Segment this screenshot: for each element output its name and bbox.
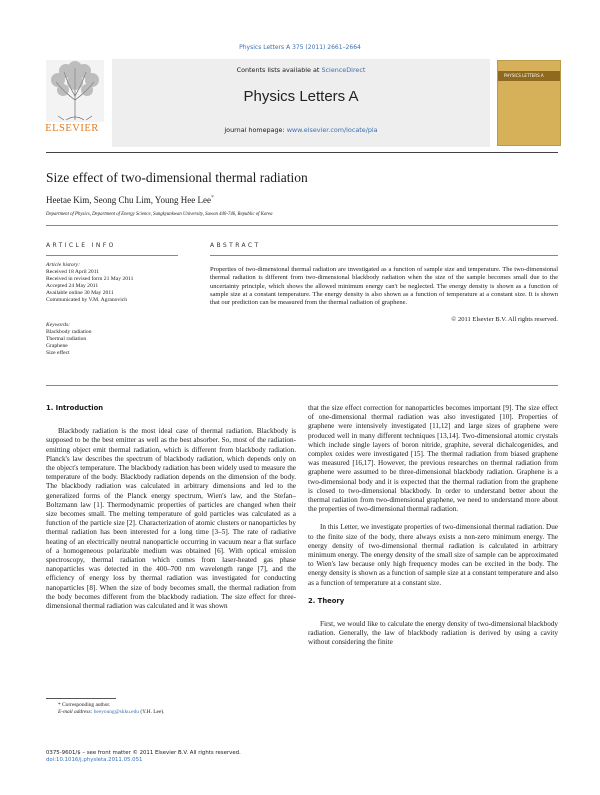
section-heading-theory: 2. Theory <box>308 596 345 605</box>
email-label: E-mail address: <box>58 709 94 716</box>
meta-rule <box>46 225 558 226</box>
keyword: Thermal radiation <box>46 336 87 342</box>
keyword: Graphene <box>46 343 68 349</box>
keyword: Size effect <box>46 350 70 356</box>
homepage-link[interactable]: www.elsevier.com/locate/pla <box>286 126 378 134</box>
article-history <box>46 262 186 304</box>
abstract-copyright: © 2011 Elsevier B.V. All rights reserved. <box>451 316 558 323</box>
keyword: Blackbody radiation <box>46 329 92 335</box>
front-matter-rule <box>46 385 558 386</box>
corresponding-author-mark[interactable]: * <box>210 195 214 201</box>
cover-label: PHYSICS LETTERS A <box>504 73 544 78</box>
journal-reference[interactable]: Physics Letters A 375 (2011) 2661–2664 <box>239 44 361 51</box>
journal-homepage <box>112 126 490 134</box>
sciencedirect-link[interactable]: ScienceDirect <box>321 66 366 74</box>
right-column <box>308 404 558 648</box>
journal-title: Physics Letters A <box>243 88 359 105</box>
doi-link[interactable]: doi:10.1016/j.physleta.2011.05.051 <box>46 757 143 764</box>
paragraph: In this Letter, we investigate properties of two-dimensional thermal radiation. Due to the finite size of the body, there always exists a non-zero minimum energy. The energy density of two-dimensional thermal radiation is calculated in arbitrary minimum energy. The energy density of the small size of sample can be approximated to Wien's law because only high frequency modes can be excited in the body. The energy density is shown as a function of sample size at a constant temperature and also as a function of temperature at a constant size. <box>308 523 558 587</box>
article-info-heading: ARTICLE INFO <box>46 242 116 249</box>
issn-line: 0375-9601/$ – see front matter © 2011 Elsevier B.V. All rights reserved. <box>46 750 241 756</box>
abstract-heading: ABSTRACT <box>210 242 261 249</box>
keywords <box>46 322 186 357</box>
contents-prefix: Contents lists available at <box>236 66 322 74</box>
article-info-rule <box>46 255 178 256</box>
author-names: Heetae Kim, Seong Chu Lim, Young Hee Lee <box>46 195 211 205</box>
history-item: Available online 30 May 2011 <box>46 290 114 296</box>
abstract-rule <box>210 255 558 256</box>
paragraph: First, we would like to calculate the energy density of two-dimensional blackbody radiation. Generally, the law of blackbody radiation is derived by using a cavity without considering the finite <box>308 620 558 647</box>
affiliation: Department of Physics, Department of Energy Science, Sungkyunkwan University, Suwon 440-746, Republic of Korea <box>46 212 273 217</box>
history-item: Received 18 April 2011 <box>46 269 100 275</box>
article-title: Size effect of two-dimensional thermal radiation <box>46 170 308 185</box>
section-heading-introduction: 1. Introduction <box>46 404 104 412</box>
contents-line <box>112 66 490 74</box>
imprint <box>46 750 241 764</box>
email-link[interactable]: heeyoung@skku.edu <box>93 709 139 716</box>
cover-band <box>498 71 560 81</box>
header-rule <box>46 152 558 153</box>
paragraph: Blackbody radiation is the most ideal case of thermal radiation. Blackbody is supposed to be the best emitter as well as the best absorber. So, most of the radiation-emitting object emit thermal radiation, which is different from blackbody radiation. Planck's law describes the spectrum of blackbody radiation, which depends only on the object's temperature. The blackbody radiation has been widely used to measure the temperature of the body. Blackbody radiation depends on the dimension of the body. The blackbody radiation was calculated in arbitrary dimensions and led to the generalized forms of the Planck energy spectrum, Wien's law, and the Stefan–Boltzmann law [1]. Thermodynamic properties of particles are changed when their size becomes small. The melting temperature of gold particles was calculated as a function of the particle size [2]. Characterization of atomic clusters or nanoparticles by thermal radiation has been interested for a long time [3–5]. The rate of radiative heating of an electrically neutral nanoparticle occurring in vacuum near a flat surface of a homogeneous polarizable medium was obtained [6]. With optical emission spectroscopy, thermal radiation which comes from laser-heated gas phase nanoparticles was detected in the 400–700 nm wavelength range [7], and the efficiency of energy loss by thermal radiation was investigated for conducting nanoparticles [8]. When the size of body becomes small, the thermal radiation from the body becomes different from the blackbody radiation. The size effect for three-dimensional thermal radiation was calculated and it was shown <box>46 427 296 611</box>
corresponding-author-note: Corresponding author. <box>62 702 111 708</box>
abstract-text: Properties of two-dimensional thermal radiation are investigated as a function of sample size and temperature. The two-dimensional thermal radiation is different from two-dimensional blackbody radiation when the size of the sample becomes small due to the uncertainty principle, which shows the allowed minimum energy can't be neglected. The energy density is shown as a function of sample size at a constant temperature. The energy density is also shown as a function of temperature at a constant size. It is shown that our prediction can be measured from the thermal radiation of graphene. <box>210 266 558 307</box>
footnote <box>58 702 164 716</box>
keywords-label: Keywords: <box>46 322 71 328</box>
history-item: Accepted 24 May 2011 <box>46 283 99 289</box>
paragraph: that the size effect correction for nanoparticles becomes important [9]. The size effect of one-dimensional thermal radiation was also investigated [10]. Properties of graphene were intensively investigated [11,12] and large sizes of graphene were produced well in many different techniques [13,14]. Two-dimensional atomic crystals which include single layers of boron nitride, graphite, several dichalcogenides, and complex oxides were investigated [15]. The thermal radiation from biased graphene was measured [16,17]. However, the previous researches on thermal radiation from graphene were assumed to be three-dimensional blackbody radiation. Graphene is a two-dimensional body and it is expected that the thermal radiation from the graphene is closed to two-dimensional blackbody. In order to understand better about the thermal radiation from two-dimensional graphene, we need to understand more about the properties of two-dimensional thermal radiation. <box>308 404 558 514</box>
left-column <box>46 404 296 611</box>
author-list <box>46 195 214 205</box>
history-item: Communicated by V.M. Agranovich <box>46 297 128 303</box>
publisher-wordmark: ELSEVIER <box>45 123 99 134</box>
history-label: Article history: <box>46 262 81 268</box>
homepage-prefix: journal homepage: <box>224 126 287 134</box>
journal-cover-thumbnail <box>497 60 561 146</box>
footnote-mark: * <box>58 702 61 708</box>
email-suffix: (Y.H. Lee). <box>138 709 165 716</box>
footnote-rule <box>46 698 116 699</box>
history-item: Received in revised form 21 May 2011 <box>46 276 134 282</box>
